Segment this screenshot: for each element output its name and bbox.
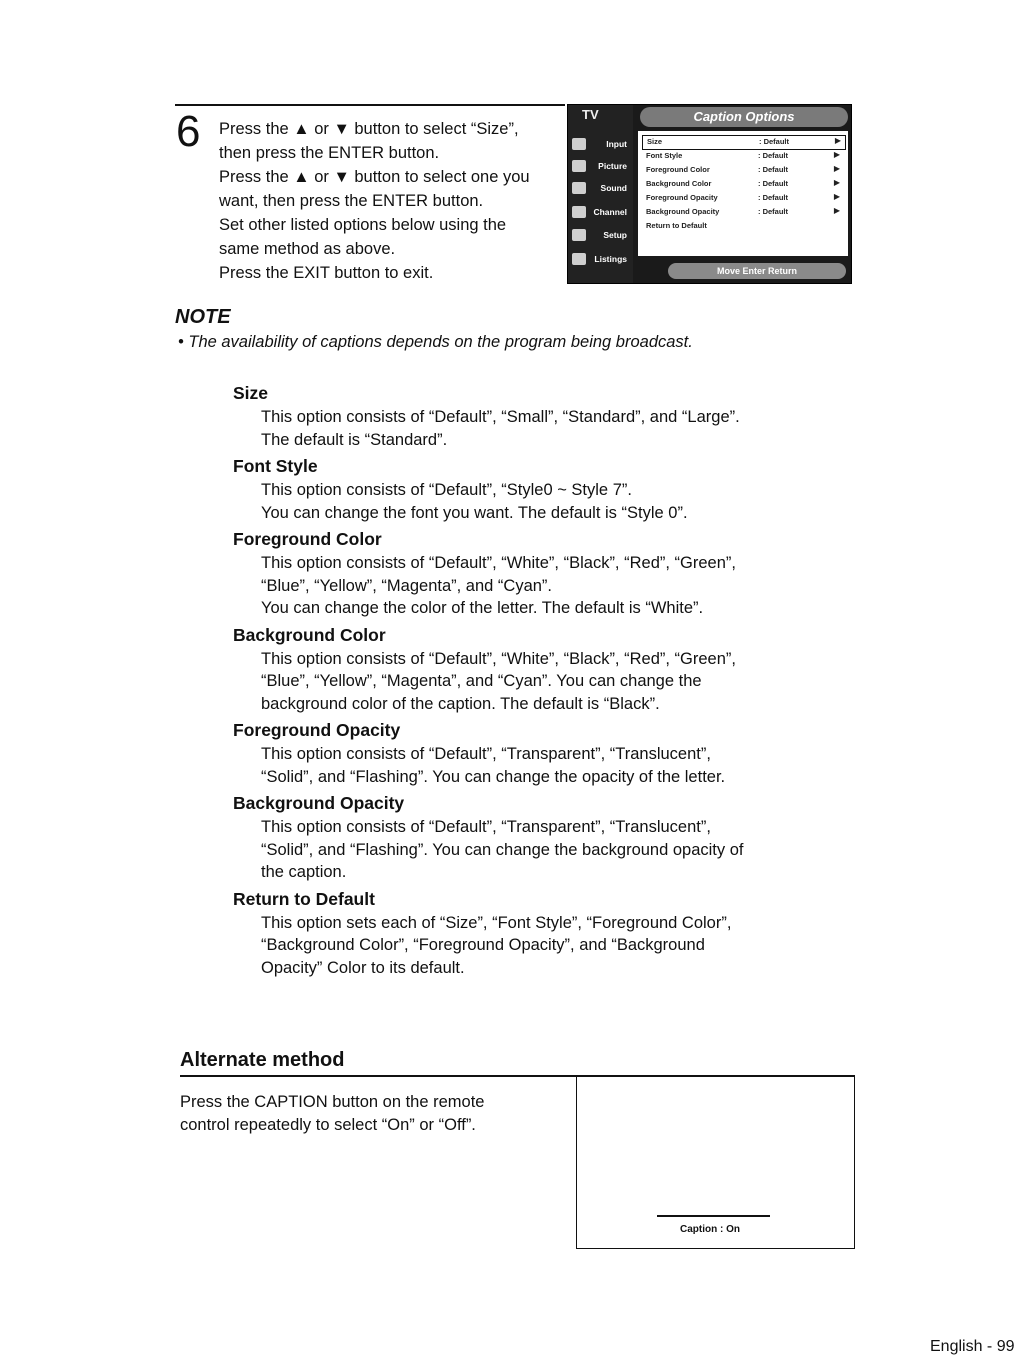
tv-menu-nav-hint: Move Enter Return xyxy=(668,263,846,279)
step-number: 6 xyxy=(176,107,201,156)
option-heading: Foreground Color xyxy=(233,529,382,549)
tv-sidebar-item-setup: Setup xyxy=(570,226,630,244)
tv-sidebar-item-channel: Channel xyxy=(570,203,630,221)
option-description: This option sets each of “Size”, “Font Style”, “Foreground Color”, “Background Color”, “Foreground Opacity”, and “Background Opacity” Color to its default. xyxy=(261,913,732,977)
arrow-right-icon: ▶ xyxy=(833,164,840,173)
option-heading: Foreground Opacity xyxy=(233,720,401,740)
tv-label: TV xyxy=(582,107,599,122)
setup-icon xyxy=(572,229,586,241)
step-line: Set other listed options below using the xyxy=(219,216,507,234)
tv-option-row: Return to Default xyxy=(646,221,707,230)
tv-option-row: Background Color : Default ▶ xyxy=(646,178,840,188)
step-line: Press the ▲ or ▼ button to select one you xyxy=(219,168,530,186)
tv-sidebar-item-picture: Picture xyxy=(570,157,630,175)
option-size xyxy=(233,381,873,451)
alternate-method-heading: Alternate method xyxy=(180,1049,345,1071)
option-return-to-default xyxy=(233,887,873,980)
arrow-right-icon: ▶ xyxy=(833,206,840,215)
alternate-method-text: Press the CAPTION button on the remote control repeatedly to select “On” or “Off”. xyxy=(180,1093,485,1134)
tv-options-panel xyxy=(638,131,848,256)
step-line: Press the EXIT button to exit. xyxy=(219,264,434,282)
page-number: English - 99 xyxy=(930,1338,1015,1355)
option-background-color xyxy=(233,623,873,716)
tv-option-row: Size : Default ▶ xyxy=(642,135,846,150)
option-foreground-opacity xyxy=(233,718,873,788)
option-heading: Size xyxy=(233,383,269,403)
arrow-right-icon: ▶ xyxy=(833,192,840,201)
arrow-right-icon: ▶ xyxy=(833,178,840,187)
option-description: This option consists of “Default”, “Transparent”, “Translucent”, “Solid”, and “Flashing”. You can change the opacity of the letter. xyxy=(261,745,726,786)
option-font-style xyxy=(233,454,873,524)
listings-icon xyxy=(572,253,586,265)
arrow-right-icon: ▶ xyxy=(833,150,840,159)
caption-screen-illustration xyxy=(576,1075,855,1249)
tv-sidebar-item-input: Input xyxy=(570,135,630,153)
tv-option-row: Foreground Opacity : Default ▶ xyxy=(646,192,840,202)
option-foreground-color xyxy=(233,527,873,620)
option-description: This option consists of “Default”, “White”, “Black”, “Red”, “Green”, “Blue”, “Yellow”, “Magenta”, and “Cyan”. You can change the background color of the caption. The default is “Black”. xyxy=(261,649,736,713)
option-background-opacity xyxy=(233,791,873,884)
note-text: • The availability of captions depends on the program being broadcast. xyxy=(178,333,693,351)
option-heading: Background Opacity xyxy=(233,793,405,813)
tv-menu-title: Caption Options xyxy=(640,107,848,127)
step-line: then press the ENTER button. xyxy=(219,144,440,162)
arrow-right-icon: ▶ xyxy=(834,136,841,145)
option-description: This option consists of “Default”, “Style0 ~ Style 7”. You can change the font you want. The default is “Style 0”. xyxy=(261,481,688,522)
option-heading: Background Color xyxy=(233,624,386,645)
tv-sidebar-item-listings: Listings xyxy=(570,250,630,268)
option-heading: Return to Default xyxy=(233,888,375,909)
option-description: This option consists of “Default”, “Transparent”, “Translucent”, “Solid”, and “Flashing”. You can change the background opacity of the caption. xyxy=(261,818,744,881)
step-divider xyxy=(175,104,565,106)
tv-option-row: Foreground Color : Default ▶ xyxy=(646,164,840,174)
note-heading: NOTE xyxy=(175,306,231,328)
step-line: Press the ▲ or ▼ button to select “Size”, xyxy=(219,120,519,138)
tv-option-row: Background Opacity : Default ▶ xyxy=(646,206,840,216)
channel-icon xyxy=(572,206,586,218)
step-line: want, then press the ENTER button. xyxy=(219,192,484,210)
alternate-divider xyxy=(180,1075,578,1077)
option-heading: Font Style xyxy=(233,456,318,476)
sound-icon xyxy=(572,182,586,194)
tv-option-row: Font Style : Default ▶ xyxy=(646,150,840,160)
options-list xyxy=(233,381,873,982)
caption-underline xyxy=(657,1215,770,1217)
caption-status: Caption : On xyxy=(680,1224,740,1235)
input-icon xyxy=(572,138,586,150)
picture-icon xyxy=(572,160,586,172)
option-description: This option consists of “Default”, “White”, “Black”, “Red”, “Green”, “Blue”, “Yellow”, “Magenta”, and “Cyan”. You can change the color of the letter. The default is “White”. xyxy=(261,554,736,617)
option-description: This option consists of “Default”, “Small”, “Standard”, and “Large”. The default is “Standard”. xyxy=(261,408,740,449)
tv-sidebar-item-sound: Sound xyxy=(570,179,630,197)
step-line: same method as above. xyxy=(219,240,396,258)
step-instructions xyxy=(219,117,567,285)
tv-menu-screenshot xyxy=(567,104,852,284)
